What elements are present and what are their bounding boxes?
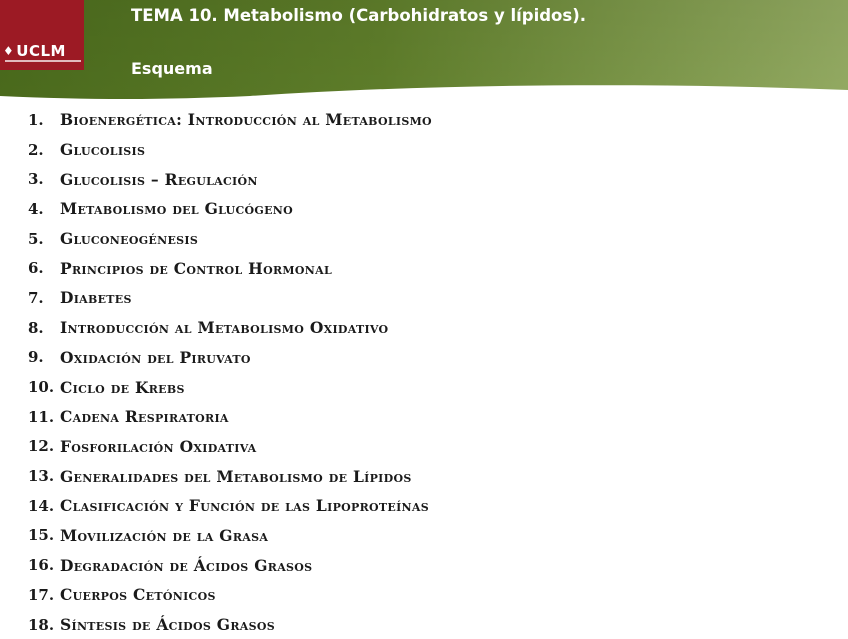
outline-item <box>28 224 432 254</box>
outline-item <box>28 610 432 639</box>
item-text: Clasificación y Función de las Lipoproteínas <box>60 496 429 516</box>
logo-wordmark <box>3 42 66 60</box>
item-text: Diabetes <box>60 288 132 308</box>
logo-label: UCLM <box>16 42 66 60</box>
outline-item <box>28 402 432 432</box>
outline-item <box>28 461 432 491</box>
item-number: 8. <box>28 318 44 337</box>
item-number: 17. <box>28 585 55 604</box>
outline-item <box>28 372 432 402</box>
item-text: Movilización de la Grasa <box>60 525 269 545</box>
item-number: 16. <box>28 556 55 575</box>
outline-item <box>28 491 432 521</box>
item-text: Metabolismo del Glucógeno <box>60 199 293 219</box>
item-text: Cuerpos Cetónicos <box>60 585 216 605</box>
outline-item <box>28 194 432 224</box>
outline-item <box>28 164 432 194</box>
outline-item <box>28 521 432 551</box>
slide-title: TEMA 10. Metabolismo (Carbohidratos y lípidos). <box>131 6 587 25</box>
slide-header <box>0 0 848 100</box>
item-number: 10. <box>28 378 55 397</box>
item-number: 4. <box>28 199 44 218</box>
outline-item <box>28 580 432 610</box>
outline-item <box>28 313 432 343</box>
item-text: Gluconeogénesis <box>60 229 199 249</box>
slide-subtitle: Esquema <box>131 59 213 78</box>
item-number: 18. <box>28 615 55 634</box>
item-number: 11. <box>28 407 55 426</box>
item-number: 3. <box>28 170 44 189</box>
item-text: Ciclo de Krebs <box>60 377 185 397</box>
item-text: Síntesis de Ácidos Grasos <box>60 615 275 635</box>
item-text: Oxidación del Piruvato <box>60 347 251 367</box>
outline-item <box>28 343 432 373</box>
outline-item <box>28 253 432 283</box>
item-number: 9. <box>28 348 44 367</box>
outline-item <box>28 105 432 135</box>
item-number: 1. <box>28 110 44 129</box>
item-text: Principios de Control Hormonal <box>60 258 333 278</box>
item-number: 5. <box>28 229 44 248</box>
item-number: 2. <box>28 140 44 159</box>
outline-item <box>28 283 432 313</box>
outline-item <box>28 135 432 165</box>
item-text: Generalidades del Metabolismo de Lípidos <box>60 466 412 486</box>
item-text: Fosforilación Oxidativa <box>60 436 257 456</box>
outline-list <box>28 105 432 639</box>
item-text: Introducción al Metabolismo Oxidativo <box>60 318 389 338</box>
item-text: Degradación de Ácidos Grasos <box>60 555 313 575</box>
outline-item <box>28 550 432 580</box>
item-number: 14. <box>28 496 55 515</box>
item-text: Glucolisis <box>60 140 146 160</box>
university-logo <box>0 0 84 70</box>
logo-underline <box>5 60 81 62</box>
diamond-icon: ♦ <box>3 44 15 58</box>
item-number: 7. <box>28 288 44 307</box>
item-text: Bioenergética: Introducción al Metabolismo <box>60 110 432 130</box>
outline-item <box>28 432 432 462</box>
item-number: 15. <box>28 526 55 545</box>
item-number: 13. <box>28 467 55 486</box>
item-text: Cadena Respiratoria <box>60 407 229 427</box>
item-text: Glucolisis – Regulación <box>60 169 258 189</box>
item-number: 6. <box>28 259 44 278</box>
item-number: 12. <box>28 437 55 456</box>
